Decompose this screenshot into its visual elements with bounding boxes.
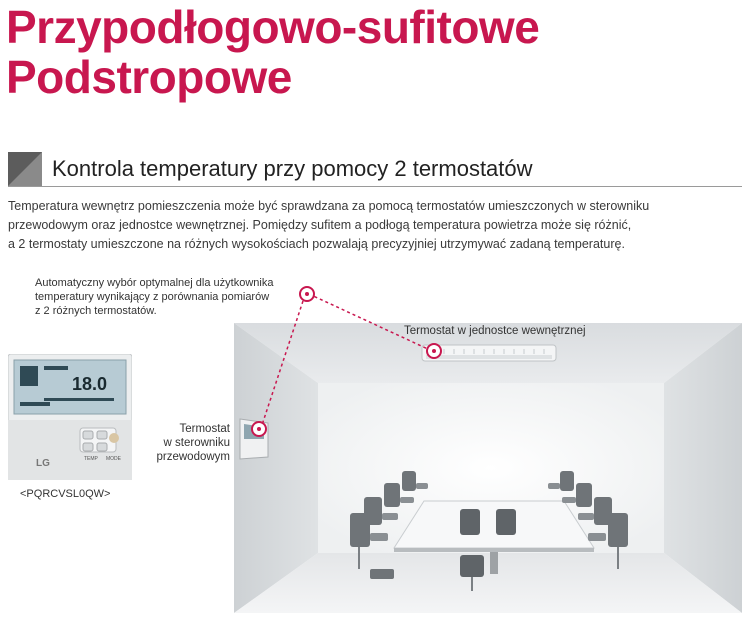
wired-label-line-1: Termostat: [179, 423, 230, 435]
wired-controller-image: [8, 354, 132, 480]
conference-room-illustration: [234, 323, 742, 613]
section-header: [8, 150, 742, 186]
callout-line-2: temperatury wynikający z porównania pomiarów: [35, 291, 270, 303]
wired-label-line-2: w sterowniku: [163, 437, 230, 449]
description-line-2: przewodowym oraz jednostce wewnętrznej. Pomiędzy sufitem a podłogą temperatura powietrza może się różnić,: [8, 218, 632, 232]
page-title: [6, 2, 539, 102]
title-line-2: Podstropowe: [6, 51, 292, 103]
indoor-unit-marker-icon: [426, 343, 442, 359]
section-marker-icon: [8, 152, 42, 186]
section-divider: [8, 186, 742, 187]
section-title: Kontrola temperatury przy pomocy 2 termostatów: [52, 156, 533, 181]
ceiling-ac-unit-icon: [422, 345, 556, 361]
controller-temp-label: TEMP: [84, 456, 98, 462]
controller-display-temp: 18.0: [72, 374, 108, 394]
description-paragraph: [8, 197, 738, 254]
description-line-1: Temperatura wewnętrz pomieszczenia może być sprawdzana za pomocą termostatów umieszczonych w sterowniku: [8, 199, 650, 213]
wired-label-line-3: przewodowym: [156, 451, 230, 463]
controller-mode-label: MODE: [106, 456, 121, 462]
callout-text: [35, 276, 305, 318]
indoor-thermostat-label: Termostat w jednostce wewnętrznej: [404, 325, 586, 337]
title-line-1: Przypodłogowo-sufitowe: [6, 1, 540, 53]
controller-model-caption: <PQRCVSL0QW>: [20, 488, 111, 500]
callout-line-1: Automatyczny wybór optymalnej dla użytkownika: [35, 277, 274, 289]
wired-thermostat-label: [130, 422, 230, 464]
callout-line-3: z 2 różnych termostatów.: [35, 305, 157, 317]
controller-brand-logo: LG: [36, 458, 50, 469]
callout-marker-icon: [299, 286, 315, 302]
wall-controller-marker-icon: [251, 421, 267, 437]
description-line-3: a 2 termostaty umieszczone na różnych wysokościach pozwalają precyzyjniej utrzymywać zadaną temperaturę.: [8, 237, 625, 251]
